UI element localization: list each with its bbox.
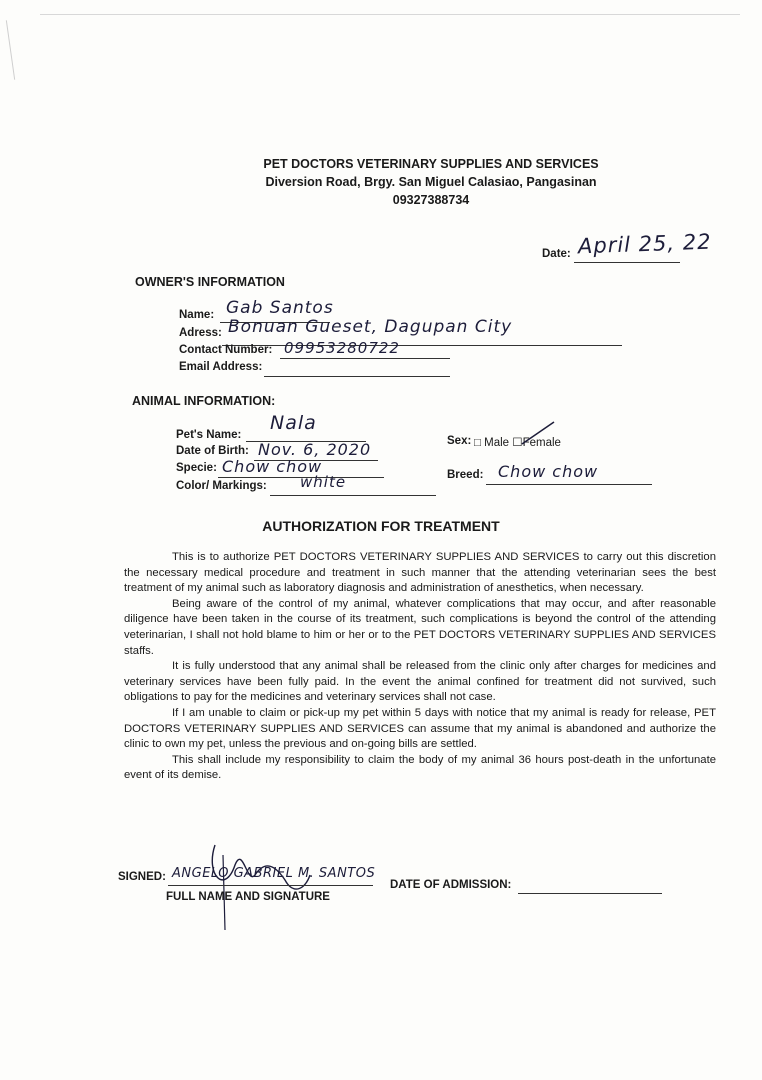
business-address: Diversion Road, Brgy. San Miguel Calasiao, Pangasinan (265, 175, 597, 189)
breed-value: Chow chow (498, 462, 599, 481)
specie-label: Specie: (176, 462, 217, 474)
dob-value: Nov. 6, 2020 (258, 440, 372, 459)
paragraph: If I am unable to claim or pick-up my pet within 5 days with notice that my animal is ready for release, PET DOCTORS VETERINARY SUPPLIES AND SERVICES can assume that my animal is abandoned and authorize the clinic to own my pet, unless the previous and on-going bills are settled. (124, 706, 716, 751)
pet-name-label: Pet's Name: (176, 429, 242, 441)
specie-value: Chow chow (222, 457, 323, 476)
authorization-title: AUTHORIZATION FOR TREATMENT (262, 518, 500, 534)
sex-options: □ Male ☐Female (474, 437, 561, 449)
owner-name-value: Gab Santos (226, 298, 334, 318)
color-value: white (300, 473, 347, 491)
owner-email-label: Email Address: (179, 361, 263, 373)
signed-label: SIGNED: (118, 871, 166, 883)
sex-label: Sex: (447, 435, 472, 447)
owner-section-title: OWNER'S INFORMATION (135, 275, 285, 289)
paragraph: Being aware of the control of my animal, whatever complications that may occur, and after reasonable diligence have been taken in the course of its treatment, such complications is beyond the control of the attending veterinarian, I shall not hold blame to him or her or to the PET DOCTORS VETERINARY SUPPLIES AND SERVICES staffs. (124, 597, 716, 657)
scan-mark (6, 20, 15, 80)
dob-label: Date of Birth: (176, 445, 249, 457)
date-value: April 25, 22 (577, 229, 712, 259)
breed-label: Breed: (447, 469, 484, 481)
business-name: PET DOCTORS VETERINARY SUPPLIES AND SERVICES (263, 157, 599, 171)
paragraph: It is fully understood that any animal shall be released from the clinic only after charges for medicines and veterinary services have been fully paid. In the event the animal confined for treatment did not survived, such obligations to pay for the medicines and veterinary services shall not case. (124, 660, 716, 704)
signed-value: ANGELO GABRIEL M. SANTOS (172, 866, 376, 881)
date-underline (574, 262, 680, 263)
color-label: Color/ Markings: (176, 480, 267, 492)
owner-contact-underline (280, 358, 450, 359)
scan-edge-line (40, 14, 740, 15)
breed-underline (486, 484, 652, 485)
admission-label: DATE OF ADMISSION: (390, 879, 512, 891)
color-underline (270, 495, 436, 496)
authorization-body (124, 550, 716, 784)
pet-name-value: Nala (270, 412, 317, 434)
business-phone: 09327388734 (392, 193, 470, 207)
owner-contact-label: Contact Number: (179, 344, 273, 356)
owner-address-value: Bonuan Gueset, Dagupan City (228, 317, 513, 337)
paragraph: This shall include my responsibility to claim the body of my animal 36 hours post-death in the unfortunate event of its demise. (124, 753, 716, 782)
owner-contact-value: 09953280722 (284, 339, 400, 357)
paragraph: This is to authorize PET DOCTORS VETERINARY SUPPLIES AND SERVICES to carry out this discretion the necessary medical procedure and treatment in such manner that the attending veterinarian sees the best treatment of my animal such as laboratory diagnosis and administration of anesthetics, when necessary. (124, 551, 716, 595)
owner-name-label: Name: (179, 309, 215, 321)
owner-address-label: Adress: (179, 327, 222, 339)
animal-section-title: ANIMAL INFORMATION: (132, 394, 276, 408)
owner-address-underline (222, 345, 622, 346)
owner-email-underline (264, 376, 450, 377)
date-label: Date: (542, 248, 571, 260)
female-checkmark-icon (518, 418, 558, 448)
signed-underline (168, 885, 373, 886)
admission-underline (518, 893, 662, 894)
full-name-label: FULL NAME AND SIGNATURE (166, 891, 330, 903)
